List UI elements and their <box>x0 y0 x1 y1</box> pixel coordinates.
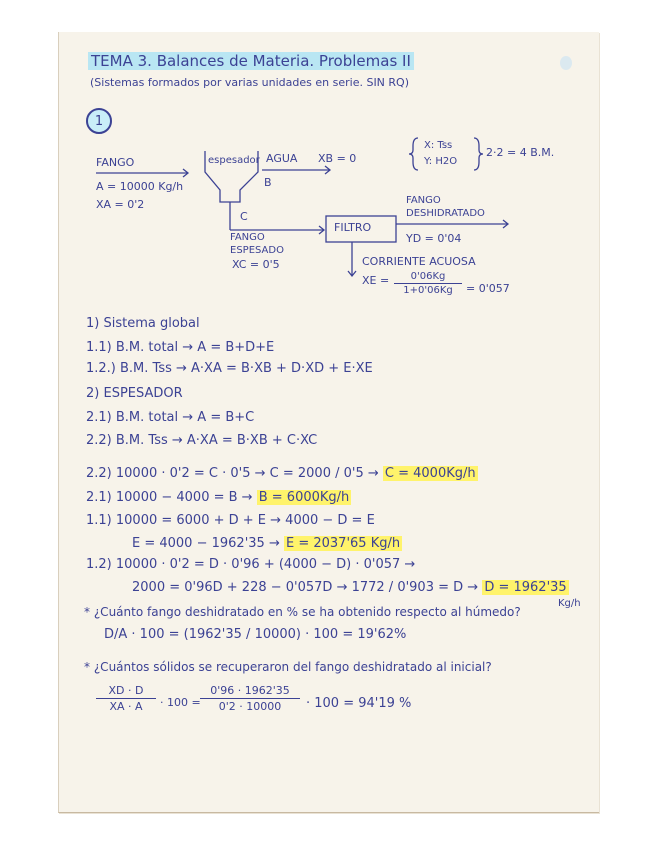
recovery-fraction-symbolic <box>96 684 156 713</box>
feed-label: FANGO <box>96 156 135 169</box>
stream-c-label: C <box>240 210 248 223</box>
filter-label: FILTRO <box>334 221 372 234</box>
variable-x: X: Tss <box>424 140 453 151</box>
water-fraction: XB = 0 <box>318 152 357 165</box>
calc-c: 2.2) 10000 · 0'2 = C · 0'5 → C = 2000 / 0'5 → C = 4000Kg/h <box>86 466 476 481</box>
xe-numerator: 0'06Kg <box>410 271 446 282</box>
result-c: C = 4000Kg/h <box>384 466 476 481</box>
answer-1: D/A · 100 = (1962'35 / 10000) · 100 = 19'62% <box>104 627 407 642</box>
eq-1-1: 1.1) B.M. total → A = B+D+E <box>86 340 275 355</box>
xe-denominator: 1+0'06Kg <box>403 285 453 296</box>
recovery-result: · 100 = 94'19 % <box>306 696 412 711</box>
xe-fraction <box>394 271 462 296</box>
eq-2-2: 2.2) B.M. Tss → A·XA = B·XB + C·XC <box>86 433 318 448</box>
page-title: TEMA 3. Balances de Materia. Problemas II <box>88 52 414 70</box>
eq-2-1: 2.1) B.M. total → A = B+C <box>86 410 255 425</box>
feed-fraction: XA = 0'2 <box>96 198 145 211</box>
section-global: 1) Sistema global <box>86 316 200 331</box>
thick-fraction: XC = 0'5 <box>232 258 280 271</box>
question-1: * ¿Cuánto fango deshidratado en % se ha obtenido respecto al húmedo? <box>84 605 521 619</box>
xe-label: XE = <box>362 274 390 287</box>
thickener-label: espesador <box>208 155 260 166</box>
stream-b-label: B <box>264 176 272 189</box>
recovery-denominator-2: 0'2 · 10000 <box>218 700 282 713</box>
problem-number: 1 <box>86 108 112 134</box>
section-thickener: 2) ESPESADOR <box>86 386 183 401</box>
recovery-numerator: XD · D <box>108 684 144 697</box>
recovery-denominator: XA · A <box>109 700 143 713</box>
xe-result: = 0'057 <box>466 282 510 295</box>
calc-e: E = 4000 − 1962'35 → E = 2037'65 Kg/h <box>132 536 401 551</box>
question-2: * ¿Cuántos sólidos se recuperaron del fango deshidratado al inicial? <box>84 660 492 674</box>
recovery-numerator-2: 0'96 · 1962'35 <box>210 684 290 697</box>
calc-b: 2.1) 10000 − 4000 = B → B = 6000Kg/h <box>86 490 350 505</box>
recovery-times: · 100 = <box>160 696 201 709</box>
calc-d: 2000 = 0'96D + 228 − 0'057D → 1772 / 0'903 = D → D = 1962'35 <box>132 580 567 595</box>
thick-sludge-label-2: ESPESADO <box>230 245 284 256</box>
result-d: D = 1962'35 <box>484 580 567 595</box>
thick-sludge-label: FANGO <box>230 232 265 243</box>
recovery-fraction-numeric <box>200 684 300 713</box>
calc-e-relation: 1.1) 10000 = 6000 + D + E → 4000 − D = E <box>86 513 375 528</box>
feed-flow: A = 10000 Kg/h <box>96 180 184 193</box>
dewatered-fraction: YD = 0'04 <box>406 232 462 245</box>
page-subtitle: (Sistemas formados por varias unidades en serie. SIN RQ) <box>90 76 409 89</box>
result-d-unit: Kg/h <box>558 598 581 609</box>
degrees-of-freedom: 2·2 = 4 B.M. <box>486 146 555 159</box>
water-label: AGUA <box>266 152 298 165</box>
dewatered-label-2: DESHIDRATADO <box>406 208 485 219</box>
calc-d-equation: 1.2) 10000 · 0'2 = D · 0'96 + (4000 − D) · 0'057 → <box>86 557 416 572</box>
result-e: E = 2037'65 Kg/h <box>285 536 401 551</box>
variable-y: Y: H2O <box>424 156 458 167</box>
aqueous-label: CORRIENTE ACUOSA <box>362 255 476 268</box>
dewatered-label: FANGO <box>406 195 441 206</box>
result-b: B = 6000Kg/h <box>258 490 350 505</box>
eq-1-2: 1.2.) B.M. Tss → A·XA = B·XB + D·XD + E·XE <box>86 361 373 376</box>
